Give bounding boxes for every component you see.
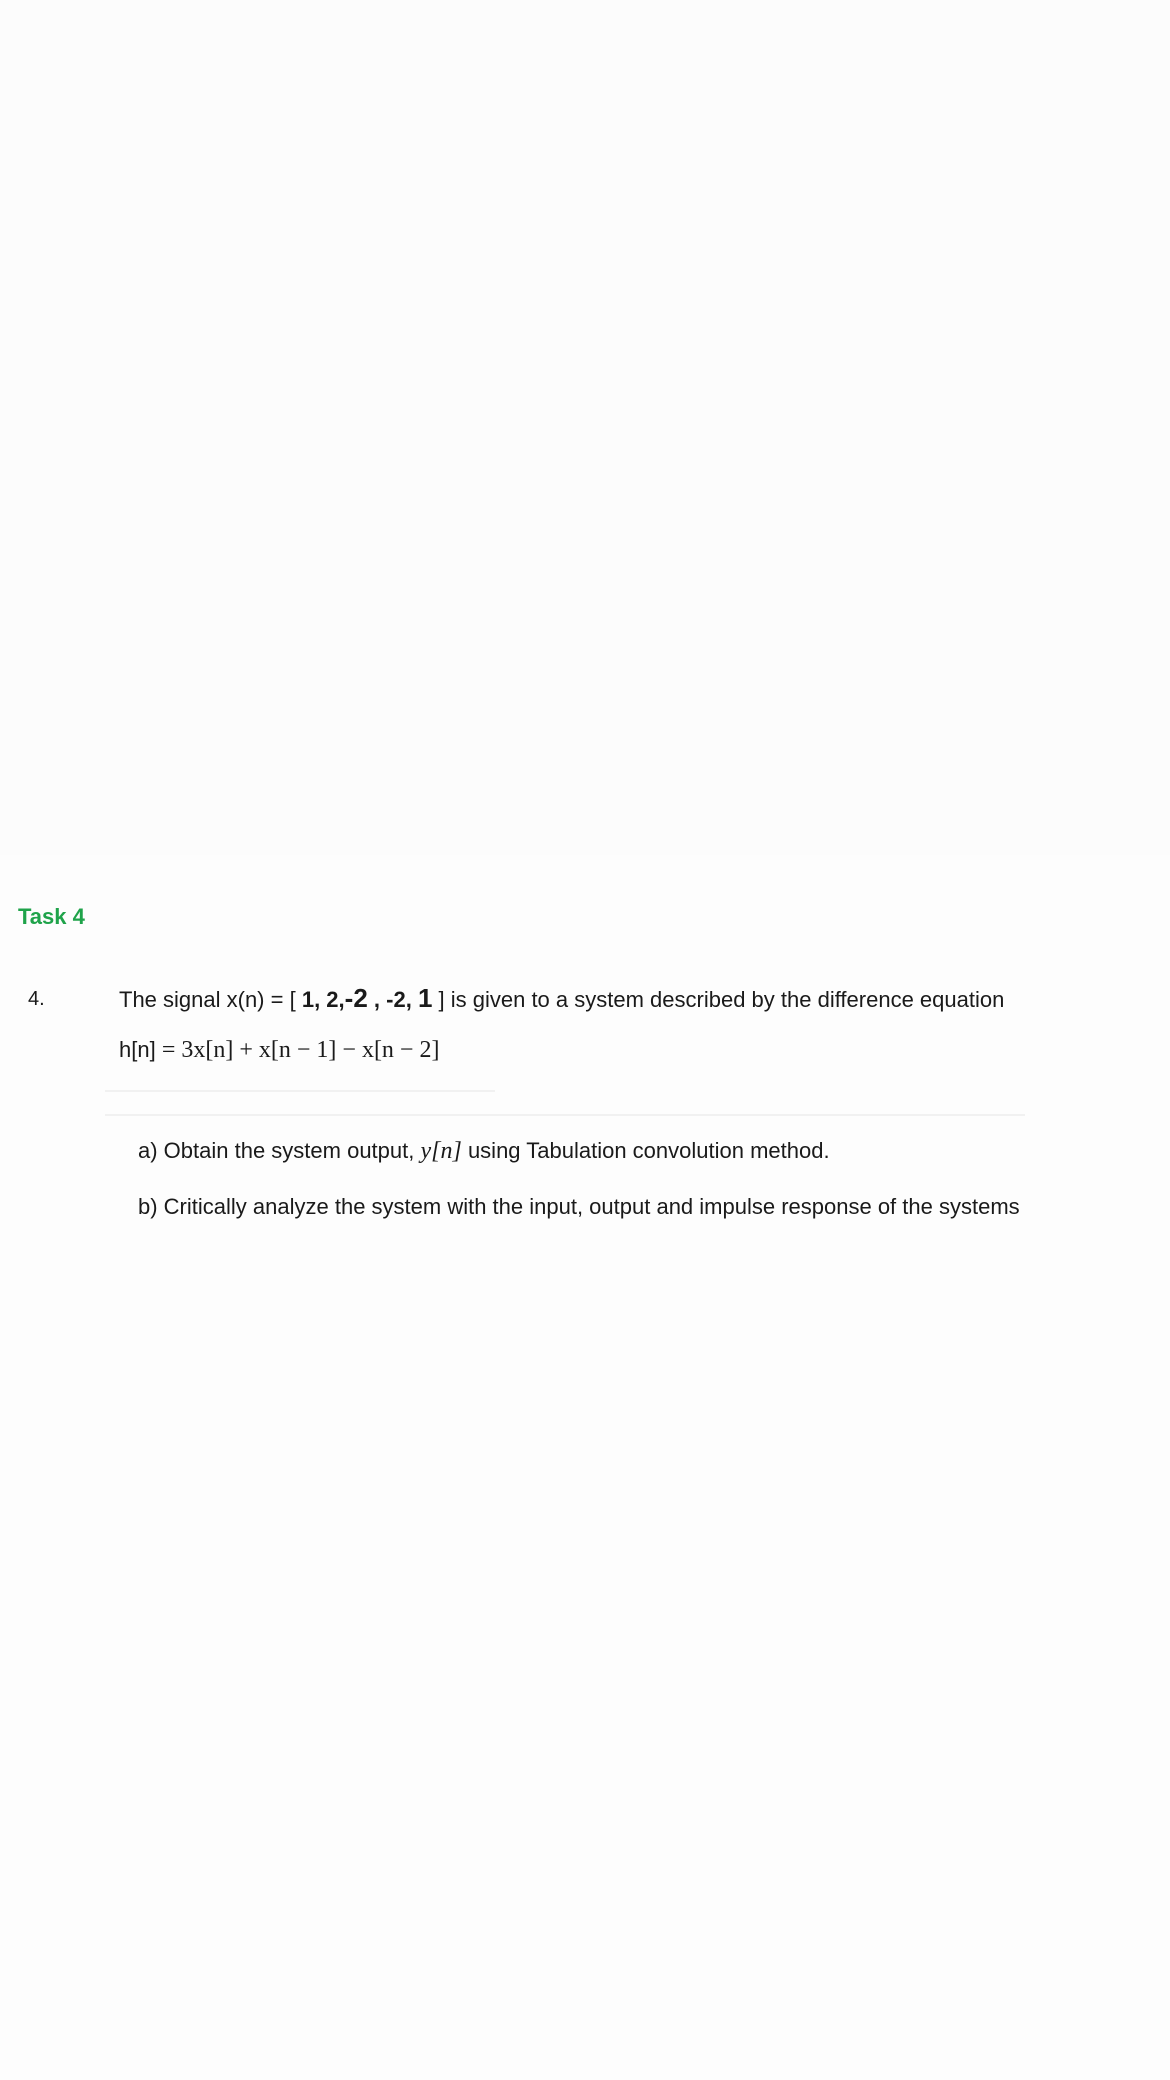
part-a-math: y[n]: [420, 1138, 462, 1164]
difference-equation: [119, 1035, 439, 1065]
divider-faint: [105, 1090, 495, 1092]
signal-value-3: -2: [344, 983, 368, 1013]
divider-faint: [105, 1114, 1025, 1116]
signal-value-4: -2: [386, 987, 406, 1012]
question-number: 4.: [28, 988, 45, 1010]
equation-rhs: = 3x[n] + x[n − 1] − x[n − 2]: [161, 1037, 440, 1063]
signal-statement: The signal x(n) = [ 1, 2,-2 , -2, 1 ] is given to a system described by the difference equation: [119, 983, 1005, 1013]
blank-upper-area: [0, 0, 1170, 855]
signal-prefix: The signal x(n) = [: [119, 987, 302, 1012]
signal-value-5: 1: [417, 983, 433, 1013]
part-a-suffix: using Tabulation convolution method.: [461, 1138, 830, 1163]
part-a-prefix: a) Obtain the system output,: [138, 1138, 421, 1163]
signal-suffix: ] is given to a system described by the difference equation: [432, 987, 1005, 1012]
task-heading: Task 4: [18, 904, 85, 929]
part-a: [138, 1136, 830, 1166]
part-b: b) Critically analyze the system with the input, output and impulse response of the systems: [138, 1194, 1020, 1219]
equation-lhs: h[n]: [119, 1037, 156, 1062]
signal-value-1: 1: [301, 987, 315, 1012]
signal-value-2: 2: [326, 987, 339, 1012]
